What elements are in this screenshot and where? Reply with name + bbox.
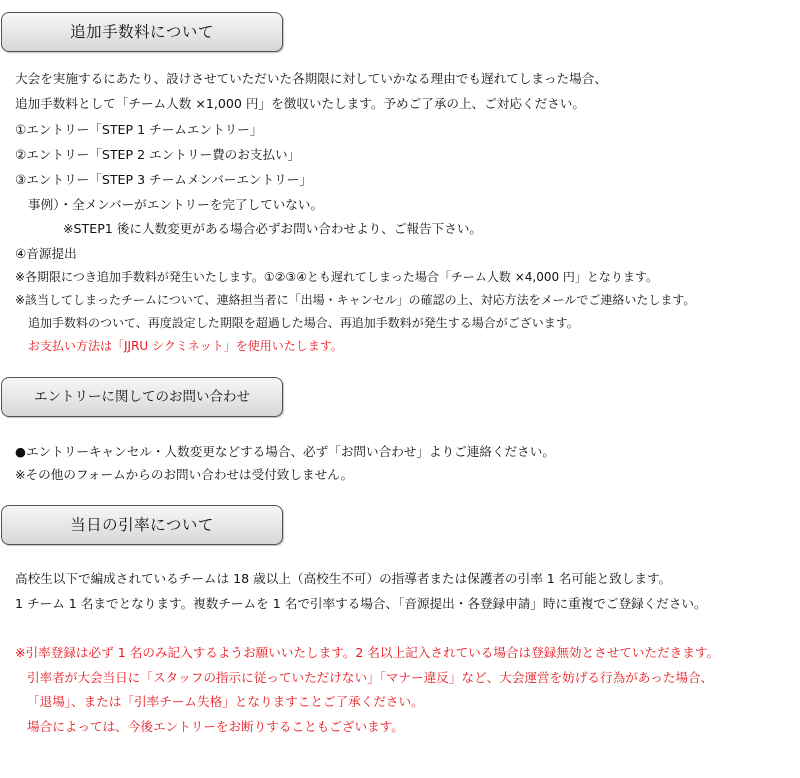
late-fee-step-4: ④音源提出 — [15, 246, 77, 261]
late-fee-note-2: ※該当してしまったチームについて、連絡担当者に「出場・キャンセル」の確認の上、対応方法をメールでご連絡いたします。 — [15, 293, 696, 307]
section-header-late-fee: 追加手数料について — [1, 12, 283, 52]
late-fee-note-1: ※各期限につき追加手数料が発生いたします。①②③④とも遅れてしまった場合「チーム人数 ×4,000 円」となります。 — [15, 270, 658, 284]
chaperone-warning-3: 「退場」、または「引率チーム失格」となりますことご了承ください。 — [27, 694, 424, 709]
late-fee-note-3: 追加手数料のついて、再度設定した期限を超過した場合、再追加手数料が発生する場合がございます。 — [28, 316, 579, 330]
inquiry-line-1: ●エントリーキャンセル・人数変更などする場合、必ず「お問い合わせ」よりご連絡ください。 — [15, 444, 555, 459]
chaperone-line-2: 1 チーム 1 名までとなります。複数チームを 1 名で引率する場合、「音源提出・各登録申請」時に重複でご登録ください。 — [15, 596, 707, 611]
late-fee-step-1: ①エントリー「STEP 1 チームエントリー」 — [15, 122, 263, 137]
section-header-inquiry: エントリーに関してのお問い合わせ — [1, 377, 283, 417]
late-fee-step-3: ③エントリー「STEP 3 チームメンバーエントリー」 — [15, 172, 312, 187]
late-fee-intro-line-1: 大会を実施するにあたり、設けさせていただいた各期限に対していかなる理由でも遅れてしまった場合、 — [15, 71, 607, 86]
chaperone-warning-2: 引率者が大会当日に「スタッフの指示に従っていただけない」「マナー違反」など、大会運営を妨げる行為があった場合、 — [27, 670, 714, 685]
late-fee-intro-line-2: 追加手数料として「チーム人数 ×1,000 円」を徴収いたします。予めご了承の上、ご対応ください。 — [15, 96, 585, 111]
chaperone-warning-1: ※引率登録は必ず 1 名のみ記入するようお願いいたします。2 名以上記入されている場合は登録無効とさせていただきます。 — [15, 645, 720, 660]
late-fee-step-2: ②エントリー「STEP 2 エントリー費のお支払い」 — [15, 147, 301, 162]
section-header-chaperone: 当日の引率について — [1, 505, 283, 545]
late-fee-example: 事例）・全メンバーがエントリーを完了していない。 — [28, 197, 324, 212]
chaperone-line-1: 高校生以下で編成されているチームは 18 歳以上（高校生不可）の指導者または保護者の引率 1 名可能と致します。 — [15, 571, 672, 586]
late-fee-payment-note: お支払い方法は「JJRU シクミネット」を使用いたします。 — [28, 339, 343, 353]
inquiry-line-2: ※その他のフォームからのお問い合わせは受付致しません。 — [15, 467, 354, 482]
chaperone-warning-4: 場合によっては、今後エントリーをお断りすることもございます。 — [27, 719, 404, 734]
late-fee-step1-note: ※STEP1 後に人数変更がある場合必ずお問い合わせより、ご報告下さい。 — [63, 221, 483, 236]
